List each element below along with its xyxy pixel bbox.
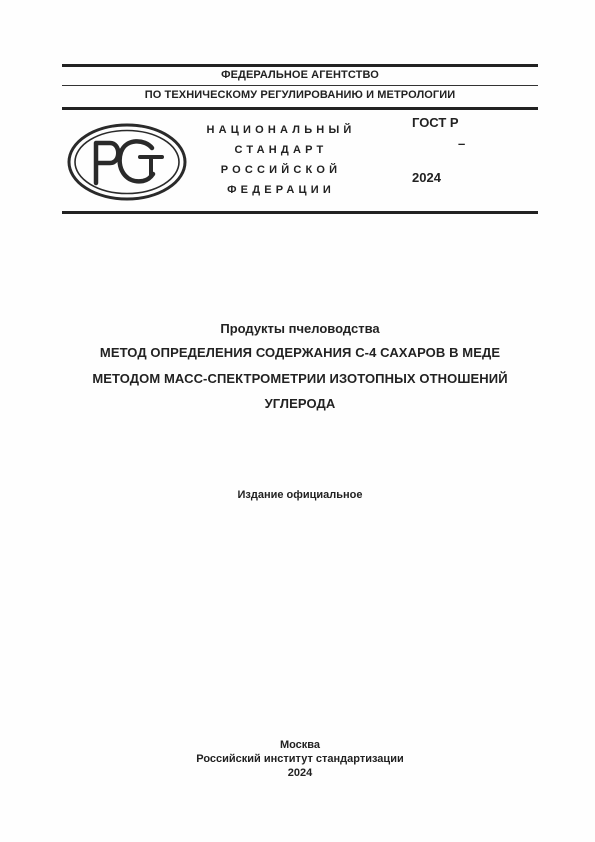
- document-subject: Продукты пчеловодства: [220, 321, 380, 336]
- edition-label: Издание официальное: [237, 489, 363, 501]
- standard-type-line-3: РОССИЙСКОЙ: [220, 164, 342, 176]
- document-title-line-1: МЕТОД ОПРЕДЕЛЕНИЯ СОДЕРЖАНИЯ С-4 САХАРОВ В МЕДЕ: [99, 345, 501, 360]
- publication-city: Москва: [279, 739, 321, 751]
- standard-type-line-2: СТАНДАРТ: [234, 144, 328, 156]
- top-rule: [62, 64, 538, 67]
- agency-name-line-1: ФЕДЕРАЛЬНОЕ АГЕНТСТВО: [221, 69, 379, 81]
- standard-year: 2024: [412, 170, 441, 185]
- standard-type-line-4: ФЕДЕРАЦИИ: [227, 184, 335, 196]
- standard-code: ГОСТ Р: [412, 115, 459, 130]
- publisher-name: Российский институт стандартизации: [196, 753, 404, 765]
- standard-number-dash: –: [458, 136, 466, 151]
- publication-year: 2024: [287, 767, 313, 779]
- standard-type-line-1: НАЦИОНАЛЬНЫЙ: [206, 124, 356, 136]
- agency-divider: [62, 85, 538, 86]
- header-rule: [62, 107, 538, 110]
- document-title-line-2: МЕТОДОМ МАСС-СПЕКТРОМЕТРИИ ИЗОТОПНЫХ ОТНОШЕНИЙ: [92, 371, 508, 386]
- document-title-line-3: УГЛЕРОДА: [264, 396, 336, 411]
- rst-mark-icon: [66, 121, 188, 203]
- header-bottom-rule: [62, 211, 538, 214]
- agency-name-line-2: ПО ТЕХНИЧЕСКОМУ РЕГУЛИРОВАНИЮ И МЕТРОЛОГИИ: [144, 89, 456, 101]
